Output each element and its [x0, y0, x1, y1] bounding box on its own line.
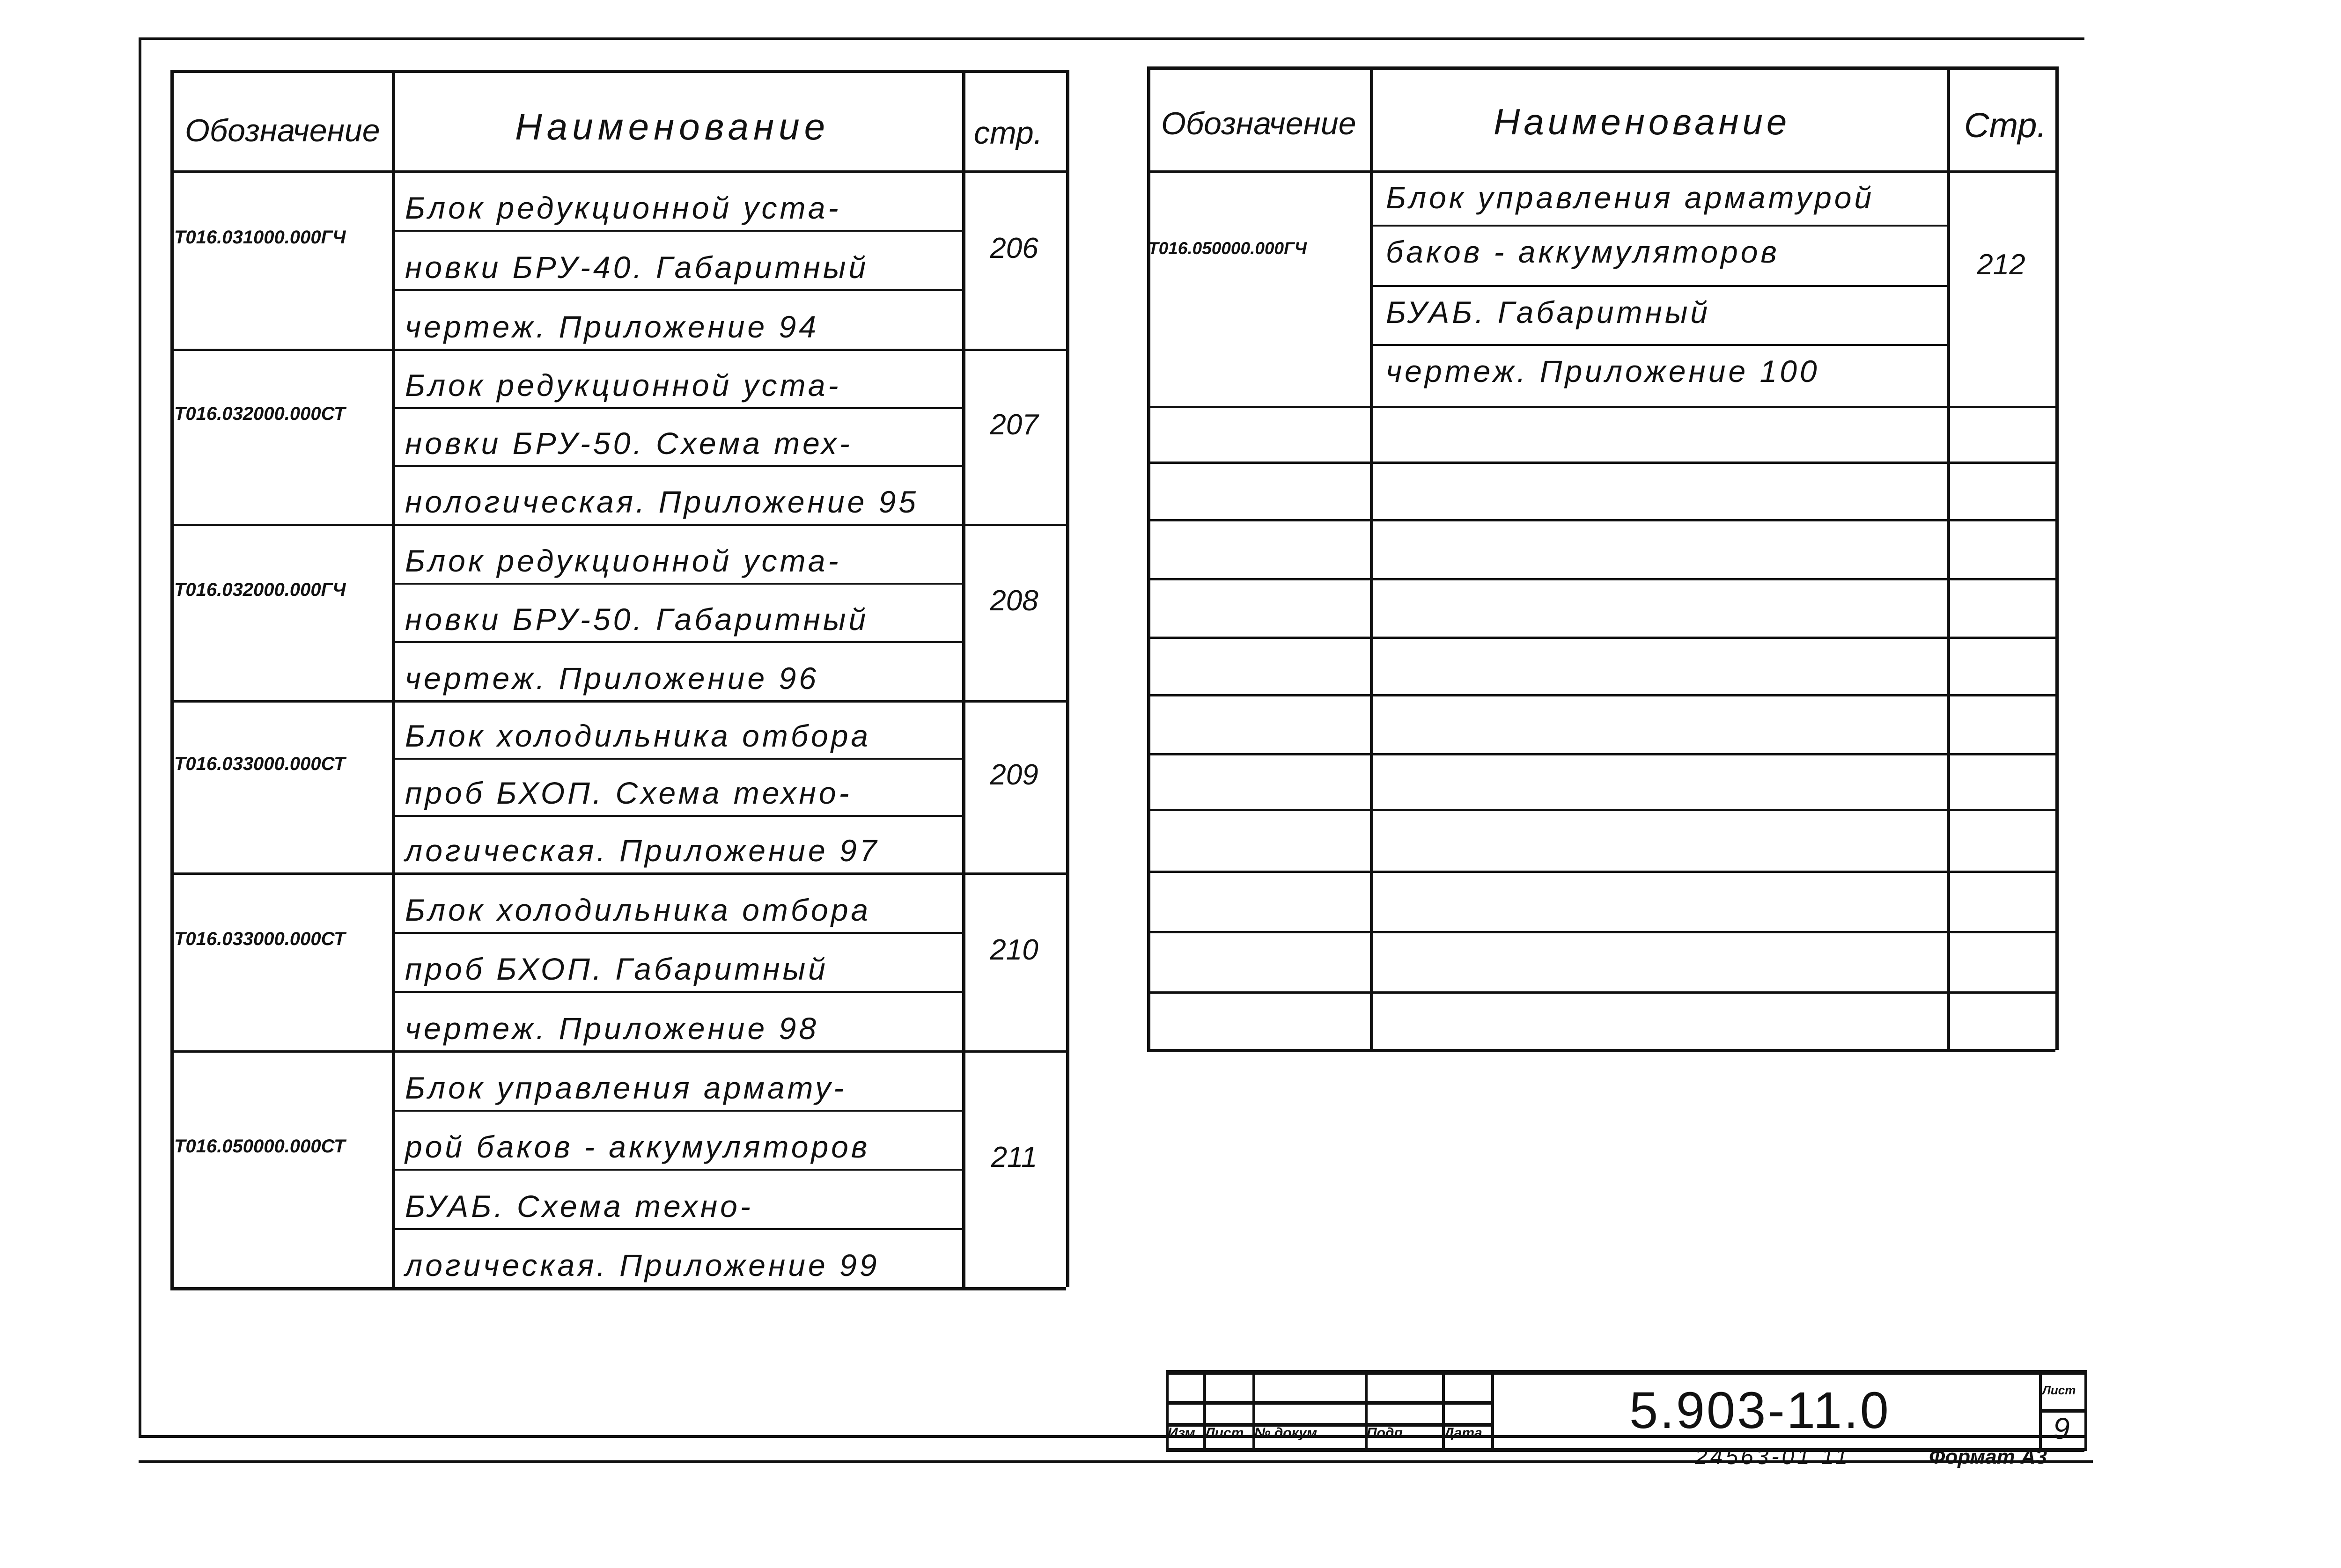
table-rule — [170, 1050, 1066, 1053]
table-rule — [170, 700, 1066, 703]
row-name-line: чертеж. Приложение 94 — [405, 309, 819, 344]
row-page: 208 — [990, 584, 1038, 617]
title-block-label: Изм — [1168, 1425, 1195, 1441]
row-name-line: чертеж. Приложение 96 — [405, 661, 819, 696]
title-block-label: Подп. — [1367, 1425, 1407, 1441]
table-rule — [1947, 66, 1950, 1050]
table-rule — [1147, 931, 2055, 933]
table-rule — [1147, 753, 2055, 755]
table-rule — [392, 932, 962, 934]
table-rule — [1147, 694, 2055, 696]
table-rule — [170, 349, 1066, 351]
row-name-line: логическая. Приложение 97 — [405, 833, 880, 868]
table-rule — [1147, 991, 2055, 994]
header-designation: Обозначение — [1161, 106, 1356, 141]
header-name: Наименование — [515, 106, 830, 147]
table-rule — [170, 70, 1066, 73]
table-rule — [1147, 809, 2055, 811]
row-name-line: Блок редукционной уста- — [405, 191, 841, 225]
table-rule — [1370, 66, 1373, 1050]
row-name-line: проб БХОП. Габаритный — [405, 952, 828, 987]
table-rule — [170, 872, 1066, 875]
header-page: стр. — [974, 115, 1043, 151]
table-rule — [392, 641, 962, 643]
table-rule — [139, 37, 2084, 40]
table-rule — [392, 758, 962, 760]
row-page: 206 — [990, 232, 1038, 264]
row-name-line: Блок холодильника отбора — [405, 892, 871, 927]
table-rule — [170, 170, 1066, 173]
row-name-line: Блок редукционной уста- — [405, 543, 841, 578]
row-name-line: логическая. Приложение 99 — [405, 1248, 880, 1282]
table-rule — [1147, 578, 2055, 580]
table-rule — [392, 465, 962, 467]
row-page: 210 — [990, 934, 1038, 966]
table-rule — [1166, 1370, 2084, 1375]
table-rule — [170, 70, 174, 1287]
row-designation: Т016.032000.000СТ — [174, 403, 346, 424]
table-rule — [392, 1110, 962, 1112]
row-name-line: проб БХОП. Схема техно- — [405, 776, 852, 811]
row-name-line: новки БРУ-50. Схема тех- — [405, 426, 853, 461]
table-rule — [2084, 1370, 2087, 1451]
table-rule — [392, 815, 962, 817]
table-rule — [392, 70, 395, 1287]
row-page: 209 — [990, 759, 1038, 791]
row-designation: Т016.033000.000СТ — [174, 929, 346, 949]
table-rule — [170, 524, 1066, 526]
header-designation: Обозначение — [185, 113, 380, 148]
row-name-line: чертеж. Приложение 98 — [405, 1011, 819, 1046]
row-page: 211 — [991, 1141, 1038, 1173]
row-name-line: Блок управления арматурой — [1386, 180, 1875, 215]
table-rule — [1370, 225, 1947, 227]
table-rule — [1147, 871, 2055, 873]
row-name-line: рой баков - аккумуляторов — [405, 1129, 870, 1164]
title-block-label: Дата — [1444, 1425, 1482, 1441]
table-rule — [1066, 70, 1069, 1287]
table-rule — [2055, 66, 2059, 1050]
row-page: 207 — [990, 409, 1038, 441]
table-rule — [392, 583, 962, 585]
format-label: Формат А3 — [1929, 1445, 2047, 1468]
table-rule — [392, 230, 962, 232]
table-rule — [1147, 637, 2055, 639]
title-block-label: Лист — [1205, 1425, 1244, 1441]
table-rule — [1147, 170, 2055, 173]
row-name-line: чертеж. Приложение 100 — [1386, 354, 1820, 388]
inventory-number: 24563-01 11 — [1695, 1444, 1851, 1469]
table-rule — [1147, 519, 2055, 521]
row-name-line: новки БРУ-50. Габаритный — [405, 602, 869, 637]
header-name: Наименование — [1494, 101, 1791, 142]
row-designation: Т016.032000.000ГЧ — [174, 579, 346, 600]
table-rule — [392, 1169, 962, 1171]
table-rule — [392, 991, 962, 993]
row-name-line: новки БРУ-40. Габаритный — [405, 250, 869, 285]
table-rule — [392, 407, 962, 409]
row-name-line: нологическая. Приложение 95 — [405, 484, 919, 519]
table-rule — [1147, 462, 2055, 464]
row-name-line: БУАБ. Схема техно- — [405, 1188, 753, 1224]
table-rule — [1147, 406, 2055, 408]
table-rule — [139, 37, 141, 1437]
sheet-label: Лист — [2042, 1383, 2076, 1397]
row-name-line: Блок холодильника отбора — [405, 718, 871, 753]
row-page: 212 — [1977, 249, 2025, 281]
row-name-line: БУАБ. Габаритный — [1386, 295, 1711, 330]
header-page: Стр. — [1964, 106, 2047, 145]
row-name-line: Блок редукционной уста- — [405, 367, 841, 403]
table-rule — [1370, 285, 1947, 287]
table-rule — [392, 1228, 962, 1230]
row-name-line: Блок управления армату- — [405, 1070, 847, 1105]
row-designation: Т016.050000.000СТ — [174, 1136, 346, 1157]
doc-number: 5.903-11.0 — [1629, 1382, 1891, 1439]
table-rule — [170, 1287, 1066, 1290]
table-rule — [392, 289, 962, 291]
table-rule — [1491, 1370, 1494, 1451]
row-designation: Т016.031000.000ГЧ — [174, 227, 346, 248]
sheet-number: 9 — [2053, 1412, 2070, 1445]
row-name-line: баков - аккумуляторов — [1386, 234, 1780, 269]
table-rule — [1370, 344, 1947, 346]
title-block-label: № докум. — [1254, 1425, 1321, 1441]
table-rule — [1147, 1049, 2055, 1052]
row-designation: Т016.033000.000СТ — [174, 754, 346, 774]
table-rule — [1147, 66, 2055, 70]
row-designation: Т016.050000.000ГЧ — [1148, 239, 1307, 258]
table-rule — [1147, 66, 1150, 1050]
